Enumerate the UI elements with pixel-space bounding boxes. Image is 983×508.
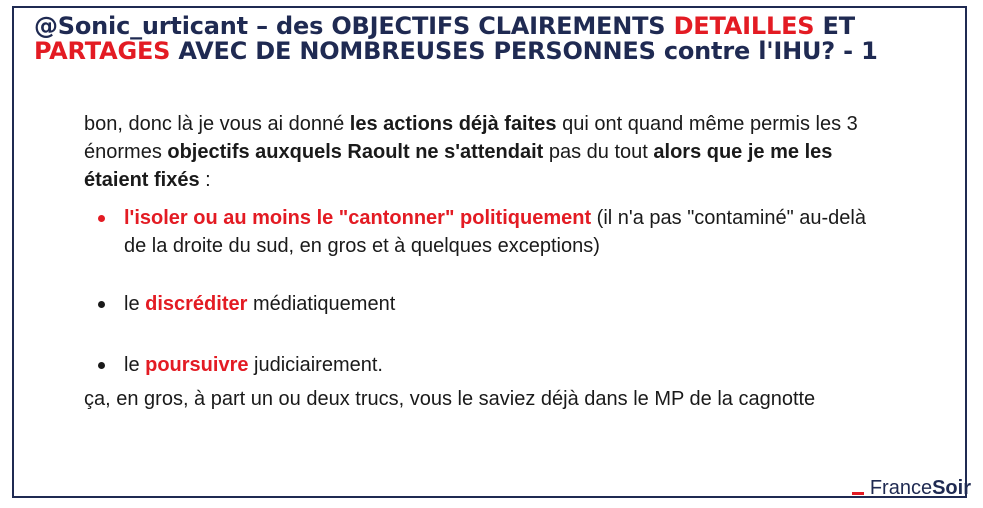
intro-text-2: qui ont quand même permis les 3 énormes <box>84 113 858 163</box>
slide-body <box>84 110 884 413</box>
bullet-prefix: le <box>124 354 146 376</box>
bullet-prefix: le <box>124 293 146 315</box>
slide-title <box>34 14 964 64</box>
intro-text-4: : <box>199 169 211 191</box>
outro-paragraph: ça, en gros, à part un ou deux trucs, vous le saviez déjà dans le MP de la cagnotte <box>84 388 816 410</box>
bullet-text: médiatiquement <box>247 293 396 315</box>
bullet-icon <box>98 301 105 308</box>
bullet-text: (il n'a pas "contaminé" au-delà de la droite du sud, en gros et à quelques exceptions) <box>124 207 866 257</box>
intro-bold-2: objectifs auxquels Raoult ne s'attendait <box>167 141 544 163</box>
title-text-1: @Sonic_urticant – des OBJECTIFS CLAIREMENTS <box>34 12 674 40</box>
bullet-highlight: discréditer <box>145 293 248 315</box>
bullet-highlight: l'isoler ou au moins le "cantonner" politiquement <box>124 207 592 229</box>
bullet-highlight: poursuivre <box>145 354 249 376</box>
title-text-2: ET <box>814 12 855 40</box>
bullet-icon <box>98 215 105 222</box>
francesoir-logo <box>852 477 971 500</box>
intro-bold-3: alors que je me les étaient fixés <box>84 141 833 191</box>
list-item <box>84 351 884 379</box>
objectives-list <box>84 204 884 379</box>
list-item <box>84 290 884 318</box>
logo-text-regular: France <box>869 477 933 499</box>
logo-bar-icon <box>852 492 864 495</box>
logo-text-bold: Soir <box>932 477 971 499</box>
bullet-icon <box>98 362 105 369</box>
title-text-3: AVEC DE NOMBREUSES PERSONNES contre l'IHU? - 1 <box>170 37 878 65</box>
list-item <box>84 204 884 260</box>
title-highlight-1: DETAILLES <box>673 12 815 40</box>
bullet-text: judiciairement. <box>248 354 383 376</box>
title-highlight-2: PARTAGES <box>34 37 171 65</box>
intro-text-3: pas du tout <box>543 141 654 163</box>
intro-text-1: bon, donc là je vous ai donné <box>84 113 350 135</box>
intro-paragraph <box>84 110 884 194</box>
intro-bold-1: les actions déjà faites <box>349 113 557 135</box>
